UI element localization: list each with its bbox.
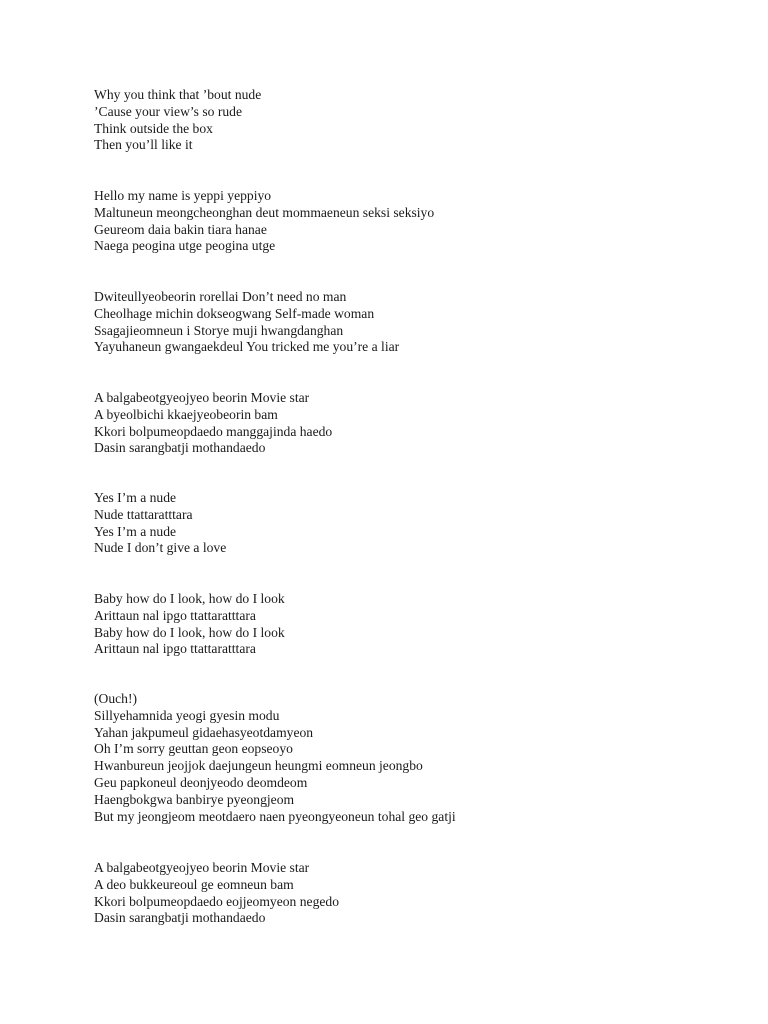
lyric-line: But my jeongjeom meotdaero naen pyeongyeoneun tohal geo gatji [94,808,456,824]
lyric-line: A balgabeotgyeojyeo beorin Movie star [94,390,310,405]
lyric-line: Naega peogina utge peogina utge [94,238,276,254]
lyric-line: (Ouch!) [94,691,138,706]
stanza-3 [94,289,399,356]
lyric-line: Cheolhage michin dokseogwang Self-made woman [94,305,375,321]
stanza-1 [94,87,261,154]
lyric-line: Sillyehamnida yeogi gyesin modu [94,707,280,723]
lyric-line: Ssagajieomneun i Storye muji hwangdanghan [94,322,344,338]
lyric-line: A deo bukkeureoul ge eomneun bam [94,876,294,892]
lyric-line: Baby how do I look, how do I look [94,624,285,640]
lyric-line: Dasin sarangbatji mothandaedo [94,910,266,926]
lyric-line: Maltuneun meongcheonghan deut mommaeneun seksi seksiyo [94,204,435,220]
lyric-line: Yes I’m a nude [94,523,177,539]
lyric-line: Dwiteullyeobeorin rorellai Don’t need no man [94,289,347,304]
lyric-line: ’Cause your view’s so rude [94,103,242,119]
lyric-line: Hello my name is yeppi yeppiyo [94,188,272,203]
lyric-line: Yayuhaneun gwangaekdeul You tricked me you’re a liar [94,339,400,355]
lyric-line: Nude ttattaratttara [94,506,193,522]
stanza-6 [94,591,285,658]
lyric-line: Arittaun nal ipgo ttattaratttara [94,607,256,623]
lyric-line: Hwanbureun jeojjok daejungeun heungmi eomneun jeongbo [94,758,423,774]
lyric-line: Think outside the box [94,120,213,136]
lyric-line: Kkori bolpumeopdaedo eojjeomyeon negedo [94,893,339,909]
lyric-line: Yes I’m a nude [94,490,177,505]
lyric-line: Yahan jakpumeul gidaehasyeotdamyeon [94,724,314,740]
lyric-line: Dasin sarangbatji mothandaedo [94,440,266,456]
stanza-2 [94,188,434,255]
lyric-line: Arittaun nal ipgo ttattaratttara [94,641,256,657]
lyric-line: Nude I don’t give a love [94,540,227,556]
stanza-7 [94,691,456,825]
lyric-line: Kkori bolpumeopdaedo manggajinda haedo [94,423,333,439]
lyric-line: Why you think that ’bout nude [94,87,262,102]
lyric-line: Geureom daia bakin tiara hanae [94,221,267,237]
stanza-5 [94,490,226,557]
lyric-line: Then you’ll like it [94,137,193,153]
lyric-line: A byeolbichi kkaejyeobeorin bam [94,406,278,422]
lyric-line: Geu papkoneul deonjyeodo deomdeom [94,774,308,790]
stanza-4 [94,390,332,457]
lyric-line: Oh I’m sorry geuttan geon eopseoyo [94,741,293,757]
stanza-8 [94,860,339,927]
lyric-line: A balgabeotgyeojyeo beorin Movie star [94,860,310,875]
lyric-line: Baby how do I look, how do I look [94,591,285,606]
lyric-line: Haengbokgwa banbirye pyeongjeom [94,791,295,807]
